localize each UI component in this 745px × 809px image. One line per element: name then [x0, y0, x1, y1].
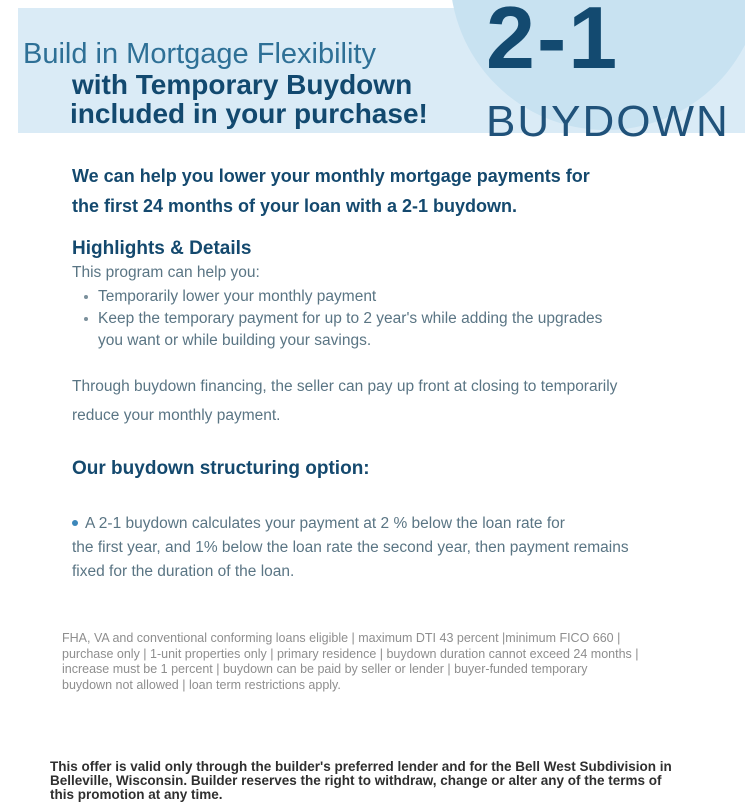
highlights-title: Highlights & Details	[72, 238, 252, 259]
buydown-badge-number: 2-1	[486, 0, 620, 87]
paragraph-line-text: A 2-1 buydown calculates your payment at 2 % below the loan rate for	[85, 515, 565, 532]
disclaimer-line: this promotion at any time.	[50, 787, 223, 802]
bullet-line: Temporarily lower your monthly payment	[98, 288, 377, 305]
fine-print-line: increase must be 1 percent | buydown can be paid by seller or lender | buyer-funded temporary	[62, 662, 588, 676]
bullet-line: Keep the temporary payment for up to 2 year's while adding the upgrades	[98, 310, 603, 327]
highlights-bullet-list	[84, 286, 602, 352]
fine-print-line: purchase only | 1-unit properties only | primary residence | buydown duration cannot exceed 24 months |	[62, 646, 639, 661]
intro-line: the first 24 months of your loan with a 2-1 buydown.	[72, 196, 518, 216]
bullet-line: you want or while building your savings.	[98, 332, 372, 349]
paragraph-line	[72, 512, 629, 536]
headline-line1: Build in Mortgage Flexibility	[23, 38, 376, 70]
bullet-dot-icon	[84, 317, 88, 321]
fine-print-line: FHA, VA and conventional conforming loans eligible | maximum DTI 43 percent |minimum FICO 660 |	[62, 631, 621, 645]
offer-disclaimer	[50, 760, 672, 802]
list-item	[84, 308, 602, 352]
list-item	[84, 286, 602, 308]
disclaimer-line: Belleville, Wisconsin. Builder reserves the right to withdraw, change or alter any of the terms of	[50, 773, 662, 788]
highlights-lead: This program can help you:	[72, 264, 260, 281]
paragraph-line: Through buydown financing, the seller can pay up front at closing to temporarily	[72, 378, 618, 395]
paragraph-line: the first year, and 1% below the loan rate the second year, then payment remains	[72, 539, 629, 556]
disclaimer-line: This offer is valid only through the builder's preferred lender and for the Bell West Subdivision in	[50, 759, 672, 774]
intro-paragraph	[72, 161, 590, 221]
fine-print	[62, 631, 639, 693]
paragraph-line: fixed for the duration of the loan.	[72, 563, 295, 580]
headline-line3: included in your purchase!	[70, 98, 428, 129]
option-bullet-paragraph	[72, 512, 629, 584]
option-title: Our buydown structuring option:	[72, 458, 370, 479]
intro-line: We can help you lower your monthly mortgage payments for	[72, 166, 590, 186]
paragraph-line: reduce your monthly payment.	[72, 406, 281, 424]
bullet-dot-icon	[84, 295, 88, 299]
seller-financing-paragraph	[72, 373, 617, 430]
headline-line2: with Temporary Buydown	[72, 69, 413, 100]
buydown-badge-label: BUYDOWN	[486, 97, 730, 146]
fine-print-line: buydown not allowed | loan term restrictions apply.	[62, 677, 341, 692]
bullet-accent-icon	[72, 520, 78, 526]
